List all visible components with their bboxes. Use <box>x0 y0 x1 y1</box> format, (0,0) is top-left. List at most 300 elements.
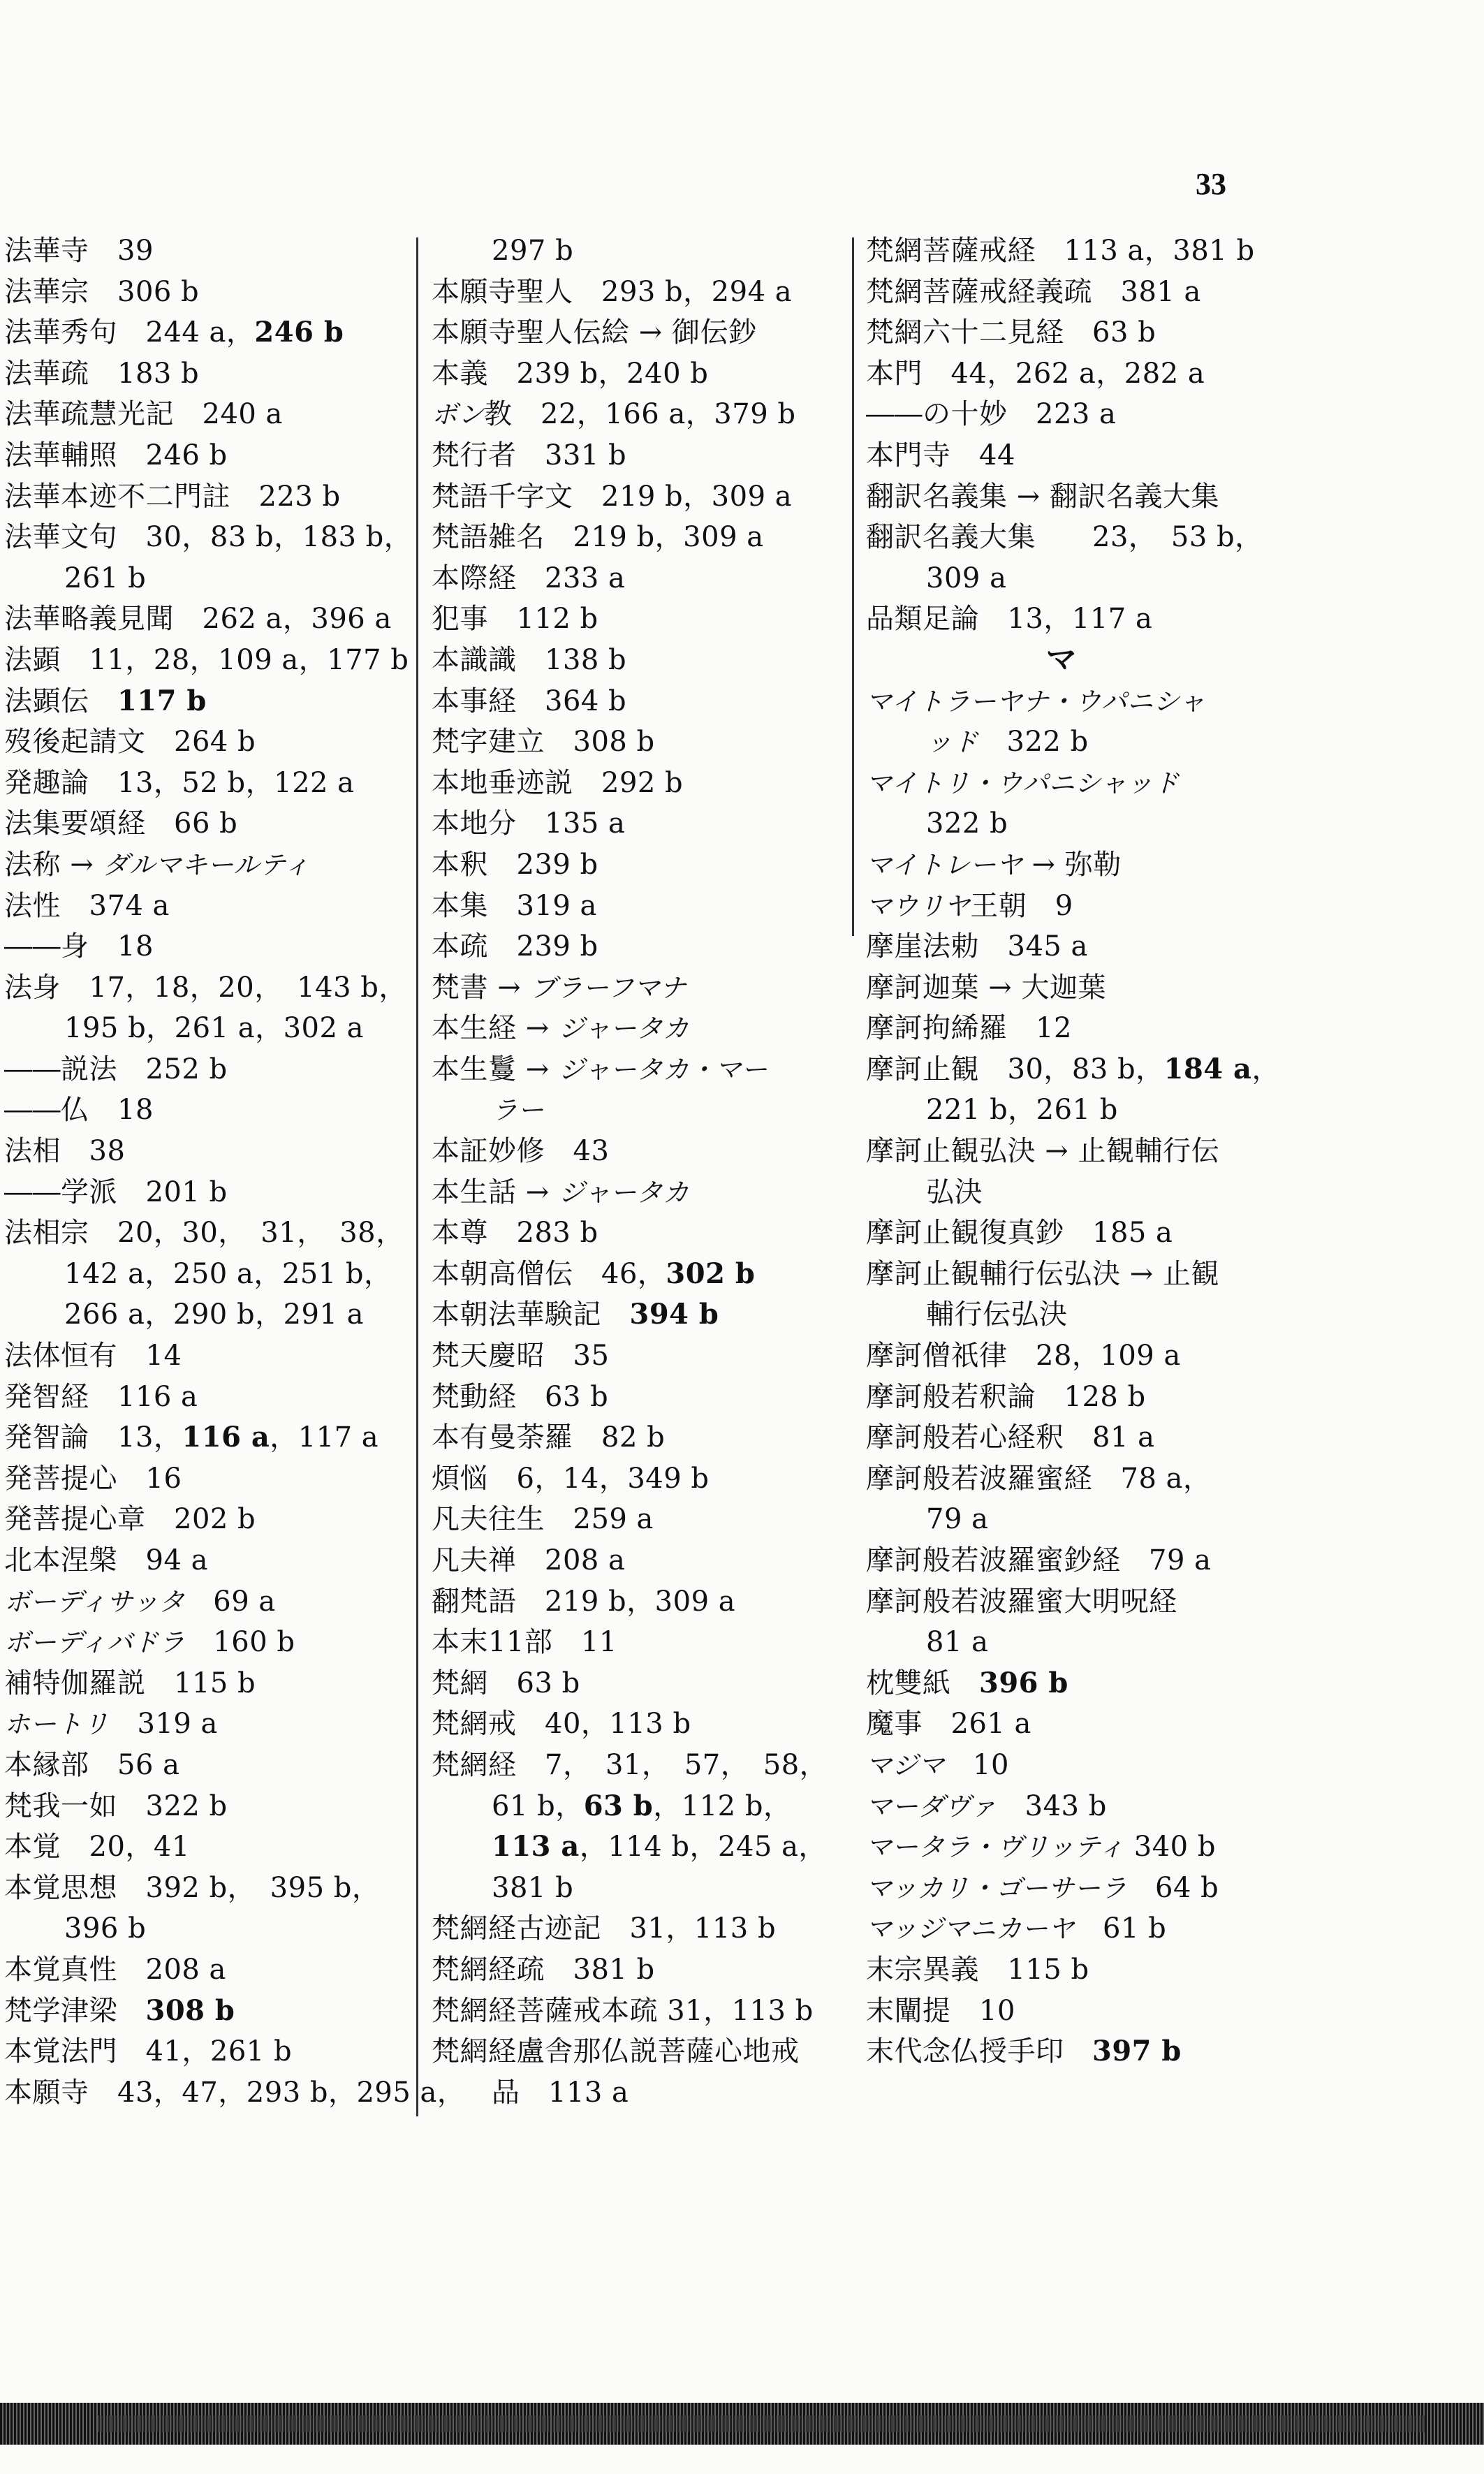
index-entry <box>866 844 1285 886</box>
index-entry <box>866 2031 1285 2072</box>
index-entry-continuation <box>4 558 409 599</box>
entry-text: 297 b <box>492 235 574 267</box>
index-entry <box>4 1049 409 1090</box>
index-entry <box>4 1991 409 2032</box>
index-entry <box>4 599 409 640</box>
entry-text: 法集要頌経 66 b <box>4 807 238 840</box>
index-entry <box>432 1131 844 1172</box>
index-entry-continuation <box>866 1090 1285 1131</box>
index-entry <box>4 926 409 967</box>
index-entry <box>4 476 409 518</box>
entry-text: 本朝法華験記 <box>432 1298 630 1331</box>
index-entry <box>4 2072 466 2114</box>
entry-text: 64 b <box>1126 1871 1219 1904</box>
index-entry <box>432 2031 844 2072</box>
index-entry-continuation <box>4 1254 409 1295</box>
index-entry <box>866 763 1285 804</box>
entry-text: 梵網経古迹記 31，113 b <box>432 1912 777 1945</box>
entry-text: 末代念仏授手印 <box>866 2035 1092 2068</box>
index-entry <box>432 1745 844 1786</box>
index-entry <box>4 1786 409 1827</box>
index-entry <box>4 1417 409 1458</box>
index-entry <box>4 1663 409 1704</box>
entry-text: 北本涅槃 94 a <box>4 1544 208 1576</box>
entry-text: → 弥勒 <box>1022 848 1122 881</box>
entry-text: 法称 → <box>4 848 103 881</box>
index-entry <box>866 353 1285 395</box>
index-entry <box>432 1908 844 1949</box>
index-entry <box>4 353 409 395</box>
entry-text: 本覚真性 208 a <box>4 1953 226 1986</box>
index-entry <box>4 967 409 1009</box>
index-entry <box>866 1581 1285 1623</box>
entry-text: ――仏 18 <box>4 1094 154 1127</box>
index-entry <box>432 353 844 395</box>
entry-text: 梵動経 63 b <box>432 1380 609 1413</box>
entry-text: 梵学津梁 <box>4 1994 146 2027</box>
index-entry <box>432 886 844 927</box>
katakana-term: マータラ・ヴリッティ <box>866 1832 1125 1863</box>
entry-text: 梵行者 331 b <box>432 439 627 471</box>
entry-text: 梵語千字文 219 b，309 a <box>432 480 793 513</box>
index-entry <box>432 1294 844 1335</box>
index-entry <box>4 230 409 272</box>
index-entry-continuation <box>432 1090 844 1131</box>
index-entry <box>432 394 844 435</box>
entry-text: 法華文句 30，83 b，183 b， <box>4 521 413 554</box>
entry-text: 犯事 112 b <box>432 603 598 636</box>
scan-edge-bar <box>0 2403 1484 2445</box>
entry-text: 195 b，261 a，302 a <box>64 1012 364 1045</box>
index-entry <box>432 967 844 1009</box>
entry-text: 法顕 11，28，109 a，177 b <box>4 643 409 676</box>
entry-text: 法華疏 183 b <box>4 357 200 390</box>
katakana-term: ブラーフマナ <box>530 972 686 1003</box>
entry-text: 本覚 20，41 <box>4 1831 190 1864</box>
entry-text: 221 b，261 b <box>926 1094 1118 1127</box>
entry-text: 梵天慶昭 35 <box>432 1340 610 1373</box>
index-entry <box>866 1213 1285 1254</box>
index-entry <box>866 1663 1285 1704</box>
bold-page-ref: 397 b <box>1092 2035 1182 2068</box>
index-entry <box>432 1049 844 1090</box>
entry-text: 61 b， <box>492 1789 584 1822</box>
index-entry <box>866 1827 1285 1868</box>
katakana-term: ッド <box>926 727 978 758</box>
entry-text: 340 b <box>1124 1831 1216 1864</box>
entry-text: 梵網 63 b <box>432 1667 580 1699</box>
entry-text: 摩訶般若波羅蜜鈔経 79 a <box>866 1544 1212 1576</box>
index-entry <box>866 394 1285 435</box>
index-entry-continuation <box>432 1827 844 1868</box>
entry-text: ――学派 201 b <box>4 1176 228 1208</box>
entry-text: 本釈 239 b <box>432 848 598 881</box>
entry-text: 梵網戒 40，113 b <box>432 1708 691 1741</box>
entry-text: 266 a，290 b，291 a <box>64 1298 364 1331</box>
katakana-term: ジャータカ・マー <box>558 1054 768 1085</box>
entry-text: 梵我一如 322 b <box>4 1789 228 1822</box>
index-entry <box>4 886 409 927</box>
entry-text: 梵字建立 308 b <box>432 726 655 759</box>
index-entry <box>432 1991 844 2032</box>
index-entry-continuation <box>866 722 1285 763</box>
index-entry <box>432 763 844 804</box>
entry-text: 79 a <box>926 1503 989 1536</box>
index-entry <box>432 803 844 844</box>
entry-text: 61 b <box>1074 1912 1167 1945</box>
entry-text: 法華宗 306 b <box>4 275 200 308</box>
index-entry-continuation <box>866 803 1285 844</box>
entry-text: 翻梵語 219 b，309 a <box>432 1585 736 1618</box>
entry-text: 142 a，250 a，251 b， <box>64 1257 392 1290</box>
katakana-term: マイトレーヤ <box>866 849 1023 880</box>
entry-text: ，112 b， <box>653 1789 792 1822</box>
entry-text: 摩訶僧祇律 28，109 a <box>866 1340 1181 1373</box>
index-entry <box>866 1417 1285 1458</box>
katakana-term: マウリヤ <box>866 891 971 921</box>
entry-text: 本識識 138 b <box>432 643 627 676</box>
entry-text: 本末11部 11 <box>432 1626 617 1659</box>
index-entry <box>4 640 409 681</box>
index-entry <box>432 722 844 763</box>
entry-text: 梵網経疏 381 b <box>432 1953 655 1986</box>
entry-text: 本地分 135 a <box>432 807 626 840</box>
entry-text: 81 a <box>926 1626 989 1659</box>
index-entry-continuation <box>432 1786 844 1827</box>
entry-text: 381 b <box>492 1871 574 1904</box>
index-entry <box>866 681 1285 722</box>
katakana-term: ラー <box>492 1095 544 1126</box>
bold-page-ref: 308 b <box>145 1993 235 2027</box>
entry-text: 魔事 261 a <box>866 1708 1031 1741</box>
entry-text: ――説法 252 b <box>4 1053 228 1085</box>
index-entry-continuation <box>866 1294 1285 1335</box>
entry-text: 凡夫往生 259 a <box>432 1503 654 1536</box>
katakana-term: ダルマキールティ <box>103 849 310 880</box>
index-entry <box>866 517 1285 558</box>
index-entry <box>866 926 1285 967</box>
index-entry <box>866 1254 1285 1295</box>
entry-text: 摩崖法勅 345 a <box>866 930 1088 963</box>
index-entry <box>4 272 409 313</box>
index-entry <box>432 517 844 558</box>
entry-text: 本証妙修 43 <box>432 1135 610 1168</box>
entry-text: 摩訶止観輔行伝弘決 → 止観 <box>866 1257 1219 1290</box>
entry-text: 梵書 → <box>432 971 531 1004</box>
index-entry <box>866 886 1285 927</box>
entry-text: ，117 a <box>270 1421 379 1454</box>
entry-text: 本願寺聖人 293 b，294 a <box>432 275 793 308</box>
entry-text: 69 a <box>184 1585 276 1618</box>
entry-text: 本有曼荼羅 82 b <box>432 1421 666 1454</box>
index-entry <box>4 763 409 804</box>
entry-text: 煩悩 6，14，349 b <box>432 1462 710 1495</box>
index-entry <box>4 1704 409 1745</box>
index-entry <box>432 926 844 967</box>
entry-text: 末闡提 10 <box>866 1994 1015 2027</box>
index-entry <box>866 1704 1285 1745</box>
entry-text: 発菩提心章 202 b <box>4 1503 256 1536</box>
index-entry <box>866 1745 1285 1786</box>
entry-text: 本疏 239 b <box>432 930 598 963</box>
index-entry <box>866 1949 1285 1991</box>
entry-text: 本生鬘 → <box>432 1053 559 1085</box>
index-entry-continuation <box>4 1908 409 1949</box>
entry-text: 本生経 → <box>432 1012 559 1045</box>
index-entry <box>4 1172 409 1213</box>
entry-text: 法華寺 39 <box>4 235 154 267</box>
index-entry <box>432 1663 844 1704</box>
index-entry-continuation <box>4 1294 409 1335</box>
bold-page-ref: 63 b <box>583 1789 654 1822</box>
entry-text: 本門 44，262 a，282 a <box>866 357 1205 390</box>
entry-text: 摩訶般若釈論 128 b <box>866 1380 1146 1413</box>
index-entry <box>866 435 1285 476</box>
entry-text: 梵網経菩薩戒本疏 31，113 b <box>432 1994 814 2027</box>
index-entry-continuation <box>432 230 844 272</box>
entry-text: 法顕伝 <box>4 685 117 717</box>
entry-text: 摩訶止観復真鈔 185 a <box>866 1217 1173 1250</box>
bold-page-ref: 396 b <box>979 1666 1068 1699</box>
bold-page-ref: 394 b <box>629 1298 719 1331</box>
entry-text: 法華本迹不二門註 223 b <box>4 480 341 513</box>
index-entry <box>4 1540 409 1581</box>
index-entry <box>4 435 409 476</box>
entry-text: 法華秀句 244 a， <box>4 316 255 349</box>
index-entry <box>432 1622 844 1663</box>
index-entry-continuation <box>4 1008 409 1049</box>
entry-text: 梵網経 7， 31， 57， 58， <box>432 1748 828 1781</box>
index-entry <box>432 1581 844 1623</box>
index-entry <box>4 844 409 886</box>
entry-text: 法相宗 20，30， 31， 38， <box>4 1217 404 1250</box>
entry-text: 343 b <box>997 1789 1107 1822</box>
column-divider <box>852 237 854 936</box>
entry-text: 摩訶般若波羅蜜経 78 a， <box>866 1462 1212 1495</box>
index-entry <box>4 1581 409 1623</box>
bold-page-ref: 184 a <box>1163 1052 1252 1085</box>
entry-text: 歿後起請文 264 b <box>4 726 256 759</box>
index-entry-continuation <box>432 2072 844 2114</box>
index-entry <box>4 1213 409 1254</box>
entry-text: ，114 b，245 a， <box>579 1831 827 1864</box>
entry-text: 翻訳名義大集 23， 53 b， <box>866 521 1263 554</box>
entry-text: 発菩提心 16 <box>4 1462 182 1495</box>
katakana-term: ボーディサッタ <box>4 1586 185 1617</box>
index-entry-continuation <box>432 1868 844 1909</box>
entry-text: 補特伽羅説 115 b <box>4 1667 256 1699</box>
entry-text: 本集 319 a <box>432 889 597 922</box>
index-entry <box>4 1377 409 1418</box>
katakana-term: ジャータカ <box>558 1013 689 1044</box>
bold-page-ref: 113 a <box>492 1830 580 1864</box>
index-entry <box>432 272 844 313</box>
index-entry <box>432 599 844 640</box>
entry-text: 弘決 <box>926 1176 983 1208</box>
entry-text: 160 b <box>184 1626 295 1659</box>
entry-text: 本事経 364 b <box>432 685 627 717</box>
index-entry <box>866 967 1285 1009</box>
entry-text: 本願寺聖人伝絵 → 御伝鈔 <box>432 316 757 349</box>
index-entry <box>866 1049 1285 1090</box>
katakana-term: ボン <box>432 400 484 430</box>
entry-text: 翻訳名義集 → 翻訳名義大集 <box>866 480 1219 513</box>
index-entry <box>432 1172 844 1213</box>
index-entry <box>866 230 1285 272</box>
index-entry <box>866 1008 1285 1049</box>
index-entry <box>866 1335 1285 1377</box>
entry-text: 梵網六十二見経 63 b <box>866 316 1156 349</box>
index-entry-continuation <box>866 1172 1285 1213</box>
index-entry-continuation <box>866 1499 1285 1540</box>
entry-text: 品 113 a <box>492 2076 629 2109</box>
entry-text: 322 b <box>978 726 1089 759</box>
entry-text: 末宗異義 115 b <box>866 1953 1089 1986</box>
index-entry <box>4 1827 409 1868</box>
index-entry <box>4 722 409 763</box>
index-entry <box>432 435 844 476</box>
index-entry <box>4 1745 409 1786</box>
index-entry <box>4 1131 409 1172</box>
bold-page-ref: 117 b <box>117 684 207 717</box>
entry-text: 309 a <box>926 562 1007 594</box>
index-entry <box>866 1458 1285 1500</box>
entry-text: 摩訶拘絺羅 12 <box>866 1012 1072 1045</box>
index-entry <box>432 1377 844 1418</box>
entry-text: 摩訶止観 30，83 b， <box>866 1053 1164 1085</box>
entry-text: 摩訶止観弘決 → 止観輔行伝 <box>866 1135 1219 1168</box>
katakana-term: マジマ <box>866 1750 945 1780</box>
entry-text: 本義 239 b，240 b <box>432 357 709 390</box>
entry-text: ――の十妙 223 a <box>866 398 1117 431</box>
index-entry <box>4 1622 409 1663</box>
entry-text: 輔行伝弘決 <box>926 1298 1068 1331</box>
entry-text: 摩訶般若波羅蜜大明呪経 <box>866 1585 1177 1618</box>
index-entry <box>432 1335 844 1377</box>
katakana-term: ホートリ <box>4 1709 109 1740</box>
index-entry <box>866 1991 1285 2032</box>
index-entry <box>432 312 844 353</box>
index-entry <box>866 312 1285 353</box>
index-entry <box>4 517 413 558</box>
index-entry <box>866 1908 1285 1949</box>
index-entry <box>432 681 844 722</box>
katakana-term: マッジマニカーヤ <box>866 1914 1075 1945</box>
entry-text: 法華輔照 246 b <box>4 439 228 471</box>
page-number: 33 <box>1196 167 1226 201</box>
entry-text: ――身 18 <box>4 930 154 963</box>
index-entry <box>4 312 409 353</box>
entry-text: 梵網菩薩戒経義疏 381 a <box>866 275 1201 308</box>
entry-text: 枕雙紙 <box>866 1667 979 1699</box>
bold-page-ref: 302 b <box>666 1257 756 1290</box>
entry-text: 王朝 9 <box>970 889 1073 922</box>
entry-text: 本縁部 56 a <box>4 1748 180 1781</box>
index-entry <box>866 599 1285 640</box>
entry-text: 本覚思想 392 b， 395 b， <box>4 1871 381 1904</box>
entry-text: 発趣論 13，52 b，122 a <box>4 766 355 799</box>
section-heading <box>866 640 1285 681</box>
entry-text: 発智経 116 a <box>4 1380 198 1413</box>
entry-text: 本際経 233 a <box>432 562 626 594</box>
index-entry <box>4 2031 409 2072</box>
index-entry <box>4 1458 409 1500</box>
index-entry <box>4 1499 409 1540</box>
index-entry <box>4 1868 409 1909</box>
index-entry <box>432 1949 844 1991</box>
entry-text: 本朝高僧伝 46， <box>432 1257 666 1290</box>
index-entry <box>432 1704 844 1745</box>
entry-text: 本地垂迹説 292 b <box>432 766 684 799</box>
column-divider <box>416 237 418 2116</box>
entry-text: 凡夫禅 208 a <box>432 1544 626 1576</box>
katakana-term: マイトラーヤナ・ウパニシャ <box>866 686 1206 717</box>
entry-text: 本尊 283 b <box>432 1217 598 1250</box>
entry-text: 梵語雑名 219 b，309 a <box>432 521 764 554</box>
entry-text: 教 22，166 a，379 b <box>484 398 796 431</box>
katakana-term: ジャータカ <box>558 1177 689 1208</box>
index-entry-continuation <box>866 1622 1285 1663</box>
entry-text: 法性 374 a <box>4 889 170 922</box>
index-entry <box>866 1868 1285 1909</box>
index-entry <box>432 1499 844 1540</box>
entry-text: 品類足論 13，117 a <box>866 603 1153 636</box>
bold-page-ref: 246 b <box>254 316 344 349</box>
katakana-term: マイトリ・ウパニシャッド <box>866 768 1180 798</box>
index-entry <box>4 681 409 722</box>
entry-text: 梵網菩薩戒経 113 a，381 b <box>866 235 1255 267</box>
index-entry <box>432 1008 844 1049</box>
katakana-term: マッカリ・ゴーサーラ <box>866 1873 1127 1903</box>
entry-text: ， <box>1251 1053 1280 1085</box>
index-entry <box>432 1254 844 1295</box>
index-entry <box>866 1540 1285 1581</box>
index-entry <box>866 1786 1285 1827</box>
index-entry <box>432 558 844 599</box>
entry-text: 本門寺 44 <box>866 439 1015 471</box>
index-entry <box>4 1335 409 1377</box>
entry-text: 法体恒有 14 <box>4 1340 182 1373</box>
index-entry <box>432 844 844 886</box>
entry-text: 摩訶迦葉 → 大迦葉 <box>866 971 1106 1004</box>
index-entry <box>866 1377 1285 1418</box>
index-column-2 <box>432 230 844 2113</box>
index-entry <box>4 1090 409 1131</box>
entry-text: 法華疏慧光記 240 a <box>4 398 283 431</box>
index-entry <box>432 476 844 518</box>
index-entry <box>432 1458 844 1500</box>
entry-text: 396 b <box>64 1912 147 1945</box>
index-entry <box>866 476 1285 518</box>
katakana-term: マーダヴァ <box>866 1791 997 1822</box>
entry-text: 319 a <box>109 1708 218 1741</box>
index-column-3 <box>866 230 1285 2072</box>
entry-text: 法華略義見聞 262 a，396 a <box>4 603 392 636</box>
entry-text: 322 b <box>926 807 1008 840</box>
index-entry <box>4 394 409 435</box>
index-entry-continuation <box>866 558 1285 599</box>
entry-text: 本願寺 43，47，293 b，295 a， <box>4 2076 466 2109</box>
entry-text: 10 <box>944 1748 1009 1781</box>
entry-text: 発智論 13， <box>4 1421 182 1454</box>
bold-page-ref: 116 a <box>182 1421 270 1454</box>
index-entry <box>866 1131 1285 1172</box>
index-entry <box>432 640 844 681</box>
entry-text: 本覚法門 41，261 b <box>4 2035 293 2068</box>
index-entry <box>432 1213 844 1254</box>
index-entry <box>432 1417 844 1458</box>
entry-text: 摩訶般若心経釈 81 a <box>866 1421 1155 1454</box>
